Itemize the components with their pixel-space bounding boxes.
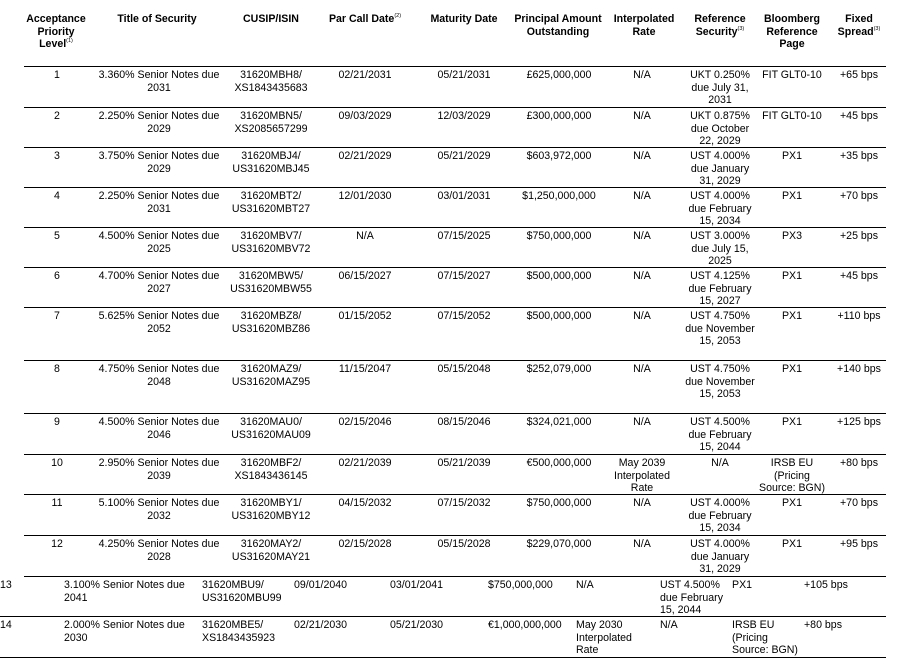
table-header bbox=[24, 0, 886, 67]
cell-bloomberg: PX1 bbox=[781, 363, 803, 375]
cell-principal: $324,021,000 bbox=[526, 416, 592, 428]
table-body bbox=[0, 67, 886, 658]
cell-priority: 8 bbox=[54, 363, 60, 375]
cell-principal: $750,000,000 bbox=[526, 497, 592, 509]
cell-cusip: 31620MBJ4/ US31620MBJ45 bbox=[232, 150, 310, 175]
cell-reference: UST 3.000% due July 15, 2025 bbox=[690, 230, 750, 268]
cell-spread: +125 bps bbox=[837, 416, 881, 428]
cell-title: 2.250% Senior Notes due 2031 bbox=[98, 190, 220, 215]
header-bloomberg: Bloomberg Reference Page bbox=[764, 13, 820, 51]
cell-maturity: 03/01/2041 bbox=[390, 579, 444, 591]
cell-reference: UST 4.500% due February 15, 2044 bbox=[688, 416, 752, 454]
cell-maturity: 07/15/2032 bbox=[437, 497, 491, 509]
cell-priority: 13 bbox=[0, 579, 12, 591]
cell-cusip: 31620MBT2/ US31620MBT27 bbox=[231, 190, 311, 215]
cell-cusip: 31620MAY2/ US31620MAY21 bbox=[231, 538, 311, 563]
cell-interpolated: N/A bbox=[576, 579, 594, 591]
cell-principal: $750,000,000 bbox=[526, 230, 592, 242]
cell-priority: 5 bbox=[54, 230, 60, 242]
cell-interpolated: N/A bbox=[633, 310, 651, 322]
cell-title: 4.750% Senior Notes due 2048 bbox=[98, 363, 220, 388]
cell-spread: +45 bps bbox=[840, 270, 878, 282]
cell-priority: 12 bbox=[51, 538, 63, 550]
header-title: Title of Security bbox=[117, 13, 197, 25]
cell-bloomberg: PX1 bbox=[781, 497, 803, 509]
cell-spread: +105 bps bbox=[804, 579, 848, 591]
cell-principal: $603,972,000 bbox=[526, 150, 592, 162]
cell-par-call: 12/01/2030 bbox=[338, 190, 392, 202]
cell-spread: +35 bps bbox=[840, 150, 878, 162]
cell-interpolated: N/A bbox=[633, 230, 651, 242]
table-row bbox=[24, 495, 886, 536]
cell-priority: 2 bbox=[54, 110, 60, 122]
cell-title: 2.000% Senior Notes due 2030 bbox=[64, 619, 185, 644]
cell-spread: +110 bps bbox=[837, 310, 881, 322]
cell-reference: UST 4.125% due February 15, 2027 bbox=[688, 270, 752, 308]
table-row bbox=[24, 361, 886, 414]
cell-maturity: 05/21/2029 bbox=[437, 150, 491, 162]
cell-priority: 1 bbox=[54, 69, 60, 81]
cell-principal: $252,079,000 bbox=[526, 363, 592, 375]
cell-cusip: 31620MBV7/ US31620MBV72 bbox=[231, 230, 311, 255]
cell-maturity: 05/15/2048 bbox=[437, 363, 491, 375]
header-cusip: CUSIP/ISIN bbox=[243, 13, 299, 25]
table-row bbox=[24, 188, 886, 228]
table-row bbox=[24, 108, 886, 148]
cell-priority: 11 bbox=[51, 497, 63, 509]
cell-title: 4.250% Senior Notes due 2028 bbox=[98, 538, 220, 563]
cell-bloomberg: PX1 bbox=[732, 579, 753, 591]
cell-reference: N/A bbox=[660, 619, 678, 631]
cell-spread: +95 bps bbox=[840, 538, 878, 550]
cell-maturity: 12/03/2029 bbox=[437, 110, 491, 122]
cell-principal: $750,000,000 bbox=[488, 579, 553, 591]
cell-reference: UST 4.000% due January 31, 2029 bbox=[690, 538, 750, 576]
table-row bbox=[24, 67, 886, 108]
cell-cusip: 31620MBH8/ XS1843435683 bbox=[234, 69, 308, 94]
table-row bbox=[24, 414, 886, 455]
header-reference: Reference Security$^{(3)}$ bbox=[694, 13, 746, 38]
cell-principal: $500,000,000 bbox=[526, 270, 592, 282]
cell-interpolated: N/A bbox=[633, 270, 651, 282]
cell-reference: UST 4.500% due February 15, 2044 bbox=[660, 579, 724, 617]
cell-par-call: 02/21/2031 bbox=[338, 69, 392, 81]
cell-par-call: 02/21/2030 bbox=[294, 619, 348, 631]
cell-interpolated: N/A bbox=[633, 416, 651, 428]
cell-interpolated: May 2030 Interpolated Rate bbox=[576, 619, 632, 657]
header-priority: Acceptance Priority Level$^{(1)}$ bbox=[26, 13, 86, 51]
cell-interpolated: N/A bbox=[633, 110, 651, 122]
cell-par-call: 02/21/2039 bbox=[338, 457, 392, 469]
cell-title: 3.360% Senior Notes due 2031 bbox=[98, 69, 220, 94]
table-row bbox=[24, 536, 886, 577]
cell-reference: UKT 0.250% due July 31, 2031 bbox=[690, 69, 750, 107]
cell-priority: 9 bbox=[54, 416, 60, 428]
cell-principal: $1,250,000,000 bbox=[522, 190, 596, 202]
cell-par-call: 11/15/2047 bbox=[338, 363, 392, 375]
cell-par-call: 01/15/2052 bbox=[338, 310, 392, 322]
cell-cusip: 31620MBW5/ US31620MBW55 bbox=[230, 270, 312, 295]
header-par-call: Par Call Date$^{(2)}$ bbox=[328, 13, 402, 25]
cell-bloomberg: PX3 bbox=[781, 230, 803, 242]
table-row bbox=[0, 617, 886, 658]
cell-priority: 7 bbox=[54, 310, 60, 322]
cell-par-call: 09/01/2040 bbox=[294, 579, 348, 591]
cell-title: 3.750% Senior Notes due 2029 bbox=[98, 150, 220, 175]
cell-maturity: 08/15/2046 bbox=[437, 416, 491, 428]
cell-interpolated: N/A bbox=[633, 150, 651, 162]
cell-cusip: 31620MBF2/ XS1843436145 bbox=[234, 457, 308, 482]
cell-bloomberg: IRSB EU (Pricing Source: BGN) bbox=[732, 619, 798, 657]
table-row bbox=[24, 455, 886, 495]
table-row bbox=[24, 268, 886, 308]
table-row bbox=[0, 577, 886, 617]
cell-spread: +80 bps bbox=[804, 619, 842, 631]
cell-title: 4.500% Senior Notes due 2046 bbox=[98, 416, 220, 441]
cell-bloomberg: PX1 bbox=[781, 190, 803, 202]
cell-priority: 6 bbox=[54, 270, 60, 282]
table-row bbox=[24, 148, 886, 188]
cell-spread: +25 bps bbox=[840, 230, 878, 242]
cell-title: 3.100% Senior Notes due 2041 bbox=[64, 579, 185, 604]
cell-maturity: 05/21/2039 bbox=[437, 457, 491, 469]
cell-title: 2.250% Senior Notes due 2029 bbox=[98, 110, 220, 135]
cell-interpolated: N/A bbox=[633, 538, 651, 550]
cell-maturity: 05/15/2028 bbox=[437, 538, 491, 550]
cell-title: 5.625% Senior Notes due 2052 bbox=[98, 310, 220, 335]
cell-cusip: 31620MBZ8/ US31620MBZ86 bbox=[231, 310, 311, 335]
header-spread: Fixed Spread$^{(3)}$ bbox=[837, 13, 881, 38]
cell-reference: UST 4.750% due November 15, 2053 bbox=[685, 310, 755, 348]
cell-title: 5.100% Senior Notes due 2032 bbox=[98, 497, 220, 522]
cell-cusip: 31620MBY1/ US31620MBY12 bbox=[231, 497, 311, 522]
cell-maturity: 05/21/2031 bbox=[437, 69, 491, 81]
cell-cusip: 31620MBU9/ US31620MBU99 bbox=[202, 579, 282, 604]
cell-interpolated: N/A bbox=[633, 69, 651, 81]
cell-par-call: 09/03/2029 bbox=[338, 110, 392, 122]
cell-principal: $500,000,000 bbox=[526, 310, 592, 322]
cell-maturity: 07/15/2025 bbox=[437, 230, 491, 242]
cell-reference: UST 4.000% due February 15, 2034 bbox=[688, 190, 752, 228]
cell-title: 2.950% Senior Notes due 2039 bbox=[98, 457, 220, 482]
cell-interpolated: N/A bbox=[633, 190, 651, 202]
table-row bbox=[24, 228, 886, 268]
table-row bbox=[24, 308, 886, 361]
cell-par-call: 04/15/2032 bbox=[338, 497, 392, 509]
cell-bloomberg: PX1 bbox=[781, 538, 803, 550]
cell-principal: $229,070,000 bbox=[526, 538, 592, 550]
cell-interpolated: May 2039 Interpolated Rate bbox=[614, 457, 670, 495]
cell-title: 4.500% Senior Notes due 2025 bbox=[98, 230, 220, 255]
cell-par-call: 02/21/2029 bbox=[338, 150, 392, 162]
cell-bloomberg: FIT GLT0-10 bbox=[762, 110, 822, 122]
cell-cusip: 31620MAU0/ US31620MAU09 bbox=[231, 416, 311, 441]
cell-cusip: 31620MBN5/ XS2085657299 bbox=[234, 110, 308, 135]
cell-bloomberg: FIT GLT0-10 bbox=[762, 69, 822, 81]
cell-maturity: 07/15/2027 bbox=[437, 270, 491, 282]
cell-priority: 4 bbox=[54, 190, 60, 202]
cell-par-call: 06/15/2027 bbox=[338, 270, 392, 282]
cell-cusip: 31620MAZ9/ US31620MAZ95 bbox=[231, 363, 311, 388]
cell-maturity: 07/15/2052 bbox=[437, 310, 491, 322]
cell-reference: UST 4.750% due November 15, 2053 bbox=[685, 363, 755, 401]
cell-title: 4.700% Senior Notes due 2027 bbox=[98, 270, 220, 295]
cell-spread: +80 bps bbox=[840, 457, 878, 469]
cell-spread: +140 bps bbox=[837, 363, 881, 375]
cell-par-call: 02/15/2046 bbox=[338, 416, 392, 428]
cell-principal: €500,000,000 bbox=[526, 457, 592, 469]
cell-principal: €1,000,000,000 bbox=[488, 619, 562, 631]
cell-bloomberg: PX1 bbox=[781, 150, 803, 162]
cell-spread: +65 bps bbox=[840, 69, 878, 81]
cell-bloomberg: PX1 bbox=[781, 270, 803, 282]
cell-cusip: 31620MBE5/ XS1843435923 bbox=[202, 619, 276, 644]
cell-par-call: 02/15/2028 bbox=[338, 538, 392, 550]
cell-bloomberg: PX1 bbox=[781, 416, 803, 428]
cell-spread: +45 bps bbox=[840, 110, 878, 122]
cell-spread: +70 bps bbox=[840, 190, 878, 202]
cell-priority: 14 bbox=[0, 619, 12, 631]
cell-reference: UST 4.000% due February 15, 2034 bbox=[688, 497, 752, 535]
cell-spread: +70 bps bbox=[840, 497, 878, 509]
cell-maturity: 05/21/2030 bbox=[390, 619, 444, 631]
cell-interpolated: N/A bbox=[633, 363, 651, 375]
cell-bloomberg: IRSB EU (Pricing Source: BGN) bbox=[759, 457, 825, 495]
cell-principal: £300,000,000 bbox=[526, 110, 592, 122]
cell-bloomberg: PX1 bbox=[781, 310, 803, 322]
cell-maturity: 03/01/2031 bbox=[437, 190, 491, 202]
cell-priority: 3 bbox=[54, 150, 60, 162]
cell-reference: UST 4.000% due January 31, 2029 bbox=[690, 150, 750, 188]
cell-reference: N/A bbox=[711, 457, 729, 469]
header-interpolated: Interpolated Rate bbox=[613, 13, 675, 38]
cell-priority: 10 bbox=[51, 457, 63, 469]
cell-reference: UKT 0.875% due October 22, 2029 bbox=[690, 110, 750, 148]
cell-interpolated: N/A bbox=[633, 497, 651, 509]
header-maturity: Maturity Date bbox=[430, 13, 498, 25]
header-principal: Principal Amount Outstanding bbox=[514, 13, 602, 38]
cell-principal: £625,000,000 bbox=[526, 69, 592, 81]
cell-par-call: N/A bbox=[356, 230, 374, 242]
